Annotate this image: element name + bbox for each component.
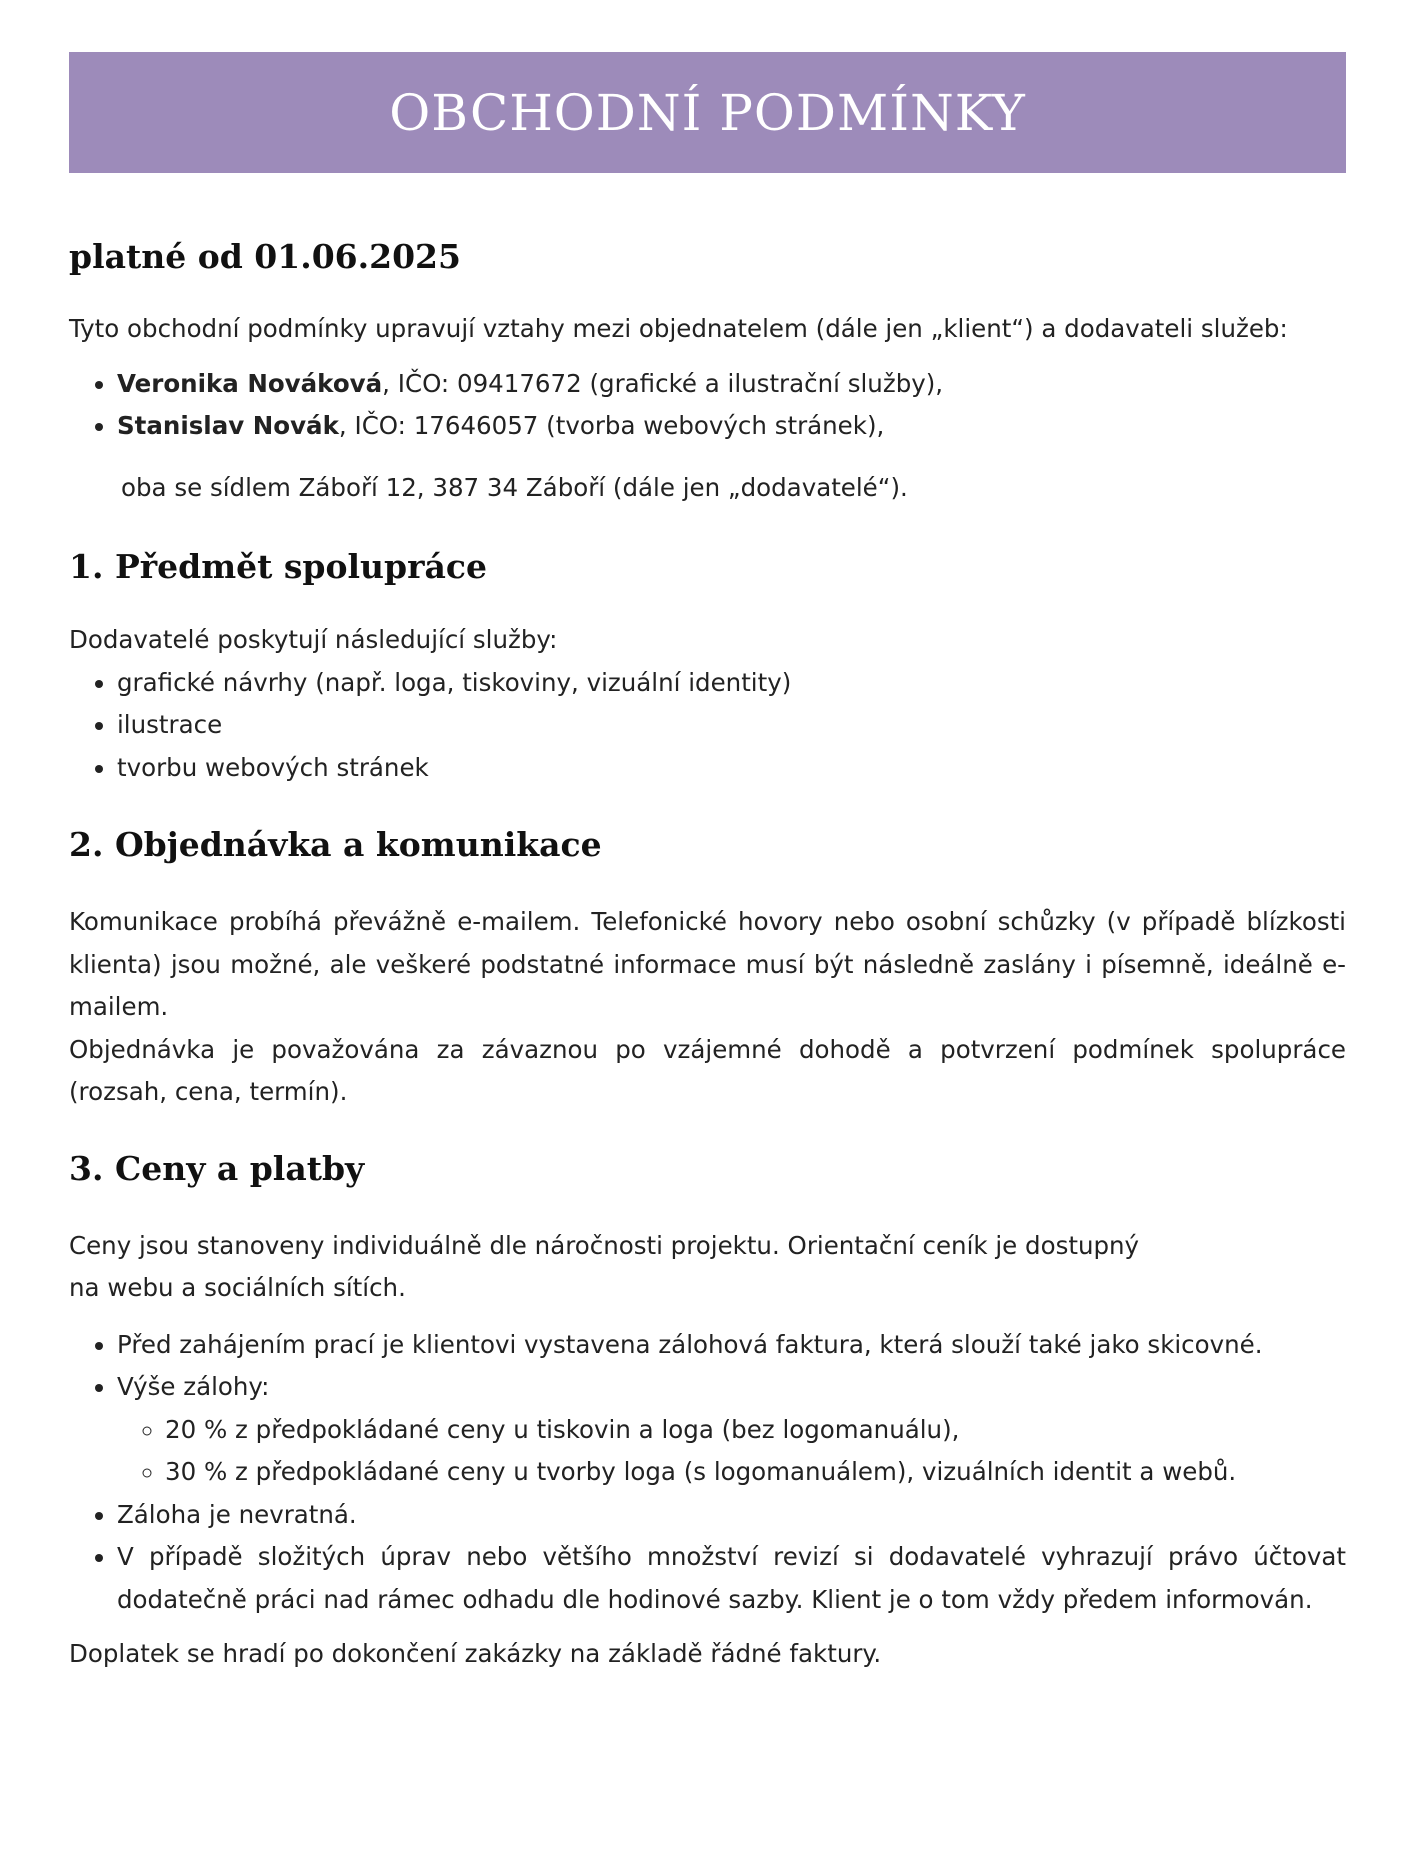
- closing-paragraph: Doplatek se hradí po dokončení zakázky na základě řádné faktury.: [69, 1639, 882, 1668]
- service-item: • grafické návrhy (např. loga, tiskoviny, vizuální identity): [117, 662, 1346, 705]
- document-body: [69, 225, 1346, 1676]
- supplier-item: [117, 363, 1346, 406]
- deposit-label: Výše zálohy:: [117, 1372, 270, 1401]
- section3-paragraph-line2: na webu a sociálních sítích.: [69, 1273, 406, 1302]
- section1-lead: Dodavatelé poskytují následující služby:: [69, 625, 558, 654]
- intro-paragraph: Tyto obchodní podmínky upravují vztahy mezi objednatelem (dále jen „klient“) a dodavateli služeb:: [69, 314, 1288, 343]
- supplier-detail: , IČO: 09417672 (grafické a ilustrační služby),: [382, 368, 944, 398]
- supplier-name: Veronika Nováková: [117, 368, 383, 398]
- section3-paragraph-line1: Ceny jsou stanoveny individuálně dle náročnosti projektu. Orientační ceník je dostupný: [69, 1230, 1140, 1260]
- services-list: [69, 662, 1346, 790]
- valid-from-heading: platné od 01.06.2025: [69, 237, 461, 276]
- document-title: OBCHODNÍ PODMÍNKY: [389, 83, 1026, 142]
- payment-list: [69, 1324, 1346, 1622]
- deposit-subitem: ◦ 20 % z předpokládané ceny u tiskovin a loga (bez logomanuálu),: [165, 1409, 1346, 1452]
- payment-item: • V případě složitých úprav nebo většího množství revizí si dodavatelé vyhrazují právo účtovat dodatečně práci nad rámec odhadu dle hodinové sazby. Klient je o tom vždy předem informován.: [117, 1536, 1346, 1621]
- service-item: • ilustrace: [117, 704, 1346, 747]
- supplier-detail: , IČO: 17646057 (tvorba webových stránek),: [338, 411, 885, 440]
- seat-paragraph: oba se sídlem Záboří 12, 387 34 Záboří (dále jen „dodavatelé“).: [121, 472, 908, 502]
- deposit-subitem: ◦ 30 % z předpokládané ceny u tvorby loga (s logomanuálem), vizuálních identit a webů.: [165, 1451, 1346, 1494]
- section2-paragraph-2: Objednávka je považována za závaznou po vzájemné dohodě a potvrzení podmínek spolupráce (rozsah, cena, termín).: [69, 1034, 1346, 1106]
- payment-item: • Před zahájením prací je klientovi vystavena zálohová faktura, která slouží také jako skicovné.: [117, 1324, 1346, 1367]
- section3-heading: 3. Ceny a platby: [69, 1148, 365, 1188]
- payment-item: • Záloha je nevratná.: [117, 1494, 1346, 1537]
- service-item: • tvorbu webových stránek: [117, 747, 1346, 790]
- payment-item-deposit: [117, 1366, 1346, 1494]
- section1-heading: 1. Předmět spolupráce: [69, 547, 487, 586]
- section3-paragraph: [69, 1225, 1346, 1310]
- supplier-list: [69, 363, 1346, 448]
- section2-heading: 2. Objednávka a komunikace: [69, 825, 602, 864]
- title-banner: [69, 52, 1346, 173]
- supplier-item: [117, 405, 1346, 448]
- supplier-name: Stanislav Novák: [117, 411, 339, 440]
- section2-paragraph-1: Komunikace probíhá převážně e-mailem. Telefonické hovory nebo osobní schůzky (v případě blízkosti klienta) jsou možné, ale veškeré podstatné informace musí být následně zaslány i písemně, ideálně e-mailem.: [69, 907, 1346, 1021]
- deposit-sublist: [117, 1409, 1346, 1494]
